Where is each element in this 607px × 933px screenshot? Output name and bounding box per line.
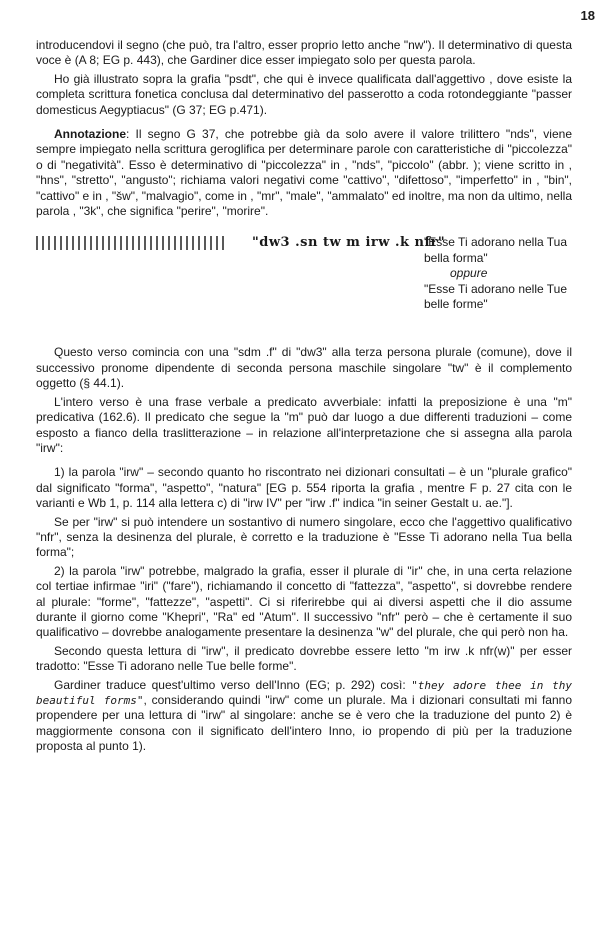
paragraph-8: 2) la parola "irw" potrebbe, malgrado la grafia, esser il plurale di "ir" che, in una certa relazione col tertiae infirmae "iri" ("fare"), richiamando il concetto di "fattezza", "aspetto", si dovrebbe rendere al plurale: "forme", "fattezze", "aspetti". Ci si riferirebbe qui ai diversi aspetti che il dio assume durante il giorno come "Khepri", "Ra" ed "Atum". Il successivo "nfr" però – che è certamente il suo qualificativo – dovrebbe analogamente presentare la desinenza "w" del plurale, che qui però non ha. <box>36 563 572 640</box>
paragraph-10-end: , considerando quindi "irw" come un plurale. Ma i dizionari consultati mi fanno propendere per una lettura di "irw" al singolare: anche se è vero che la traduzione del punto 2) è maggiormente consona con il significato dell'intero Inno, io propendo di più per la traduzione proposta al punto 1). <box>36 693 572 754</box>
translation-oppure: oppure <box>450 266 488 281</box>
paragraph-6: 1) la parola "irw" – secondo quanto ho riscontrato nei dizionari consultati – è un "plurale grafico" dal significato "forma", "aspetto", "natura" [EG p. 554 riporta la grafia , mentre F p. 27 cita con le varianti e Wb 1, p. 114 alla lettera c) di "irw IV" per "irw .f" indica "in seiner Gestalt u. ae."]. <box>36 465 572 511</box>
document-body <box>36 38 572 758</box>
paragraph-5: L'intero verso è una frase verbale a predicato avverbiale: infatti la preposizione è una "m" predicativa (162.6). Il predicato che segue la "m" può dar luogo a due differenti traduzioni – come esposto a fianco della traslitterazione – in relazione all'interpretazione che si assegna alla parola "irw": <box>36 394 572 455</box>
verse-block <box>36 235 572 339</box>
annotation-paragraph <box>36 127 572 219</box>
paragraph-7: Se per "irw" si può intendere un sostantivo di numero singolare, ecco che l'aggettivo qualificativo "nfr", senza la desinenza del plurale, è corretto e la traduzione è "Esse Ti adorano nella Tua bella forma"; <box>36 514 572 560</box>
hieroglyph-line-icon <box>36 236 226 250</box>
paragraph-2: Ho già illustrato sopra la grafia "psdt", che qui è invece qualificata dall'aggettivo , dove esiste la completa scrittura fonetica conclusa dal determinativo del passerotto a coda rotondeggiante "passer domesticus Aegyptiacus" (G 37; EG p.471). <box>36 71 572 117</box>
annotation-text: : Il segno G 37, che potrebbe già da solo avere il valore trilittero "nds", viene sempre impiegato nella scrittura geroglifica per determinare parole con caratteristiche di "piccolezza" o di "negatività". Esso è determinativo di "piccolezza" in , "nds", "piccolo" (abbr. ); viene scritto in , "hns", "stretto", "angusto"; richiama valori negativi come "cattivo", "difettoso", "imperfetto" in , "bin", "cattivo" e in , "šw", "malvagio", come in , "mr", "male", "ammalato" ed inoltre, ma non da ultimo, nella parola , "3k", che significa "perire", "morire". <box>36 127 572 219</box>
paragraph-10-start: Gardiner traduce quest'ultimo verso dell'Inno (EG; p. 292) così: <box>54 677 412 692</box>
paragraph-4: Questo verso comincia con una "sdm .f" di "dw3" alla terza persona plurale (comune), dove il successivo pronome dipendente di seconda persona maschile singolare "tw" è il complemento oggetto (§ 44.1). <box>36 345 572 391</box>
annotation-label: Annotazione <box>54 127 126 142</box>
translation-1: "Esse Ti adorano nella Tua bella forma" <box>424 235 568 265</box>
translation-2: "Esse Ti adorano nelle Tue belle forme" <box>424 281 568 312</box>
verse-translations <box>424 235 574 312</box>
verse-transliteration: "dw3 .sn tw m irw .k nfr" <box>252 235 446 251</box>
paragraph-9: Secondo questa lettura di "irw", il predicato dovrebbe essere letto "m irw .k nfr(w)" per esser tradotto: "Esse Ti adorano nelle Tue belle forme". <box>36 643 572 674</box>
paragraph-1: introducendovi il segno (che può, tra l'altro, esser proprio letto anche "nw"). Il determinativo di questa voce è (A 8; EG p. 443), che Gardiner dice esser impiegato solo per questa parola. <box>36 38 572 68</box>
paragraph-10 <box>36 678 572 755</box>
gardiner-quote: "they adore thee in thy beautiful forms" <box>36 678 572 707</box>
page-number: 18 <box>580 8 595 23</box>
